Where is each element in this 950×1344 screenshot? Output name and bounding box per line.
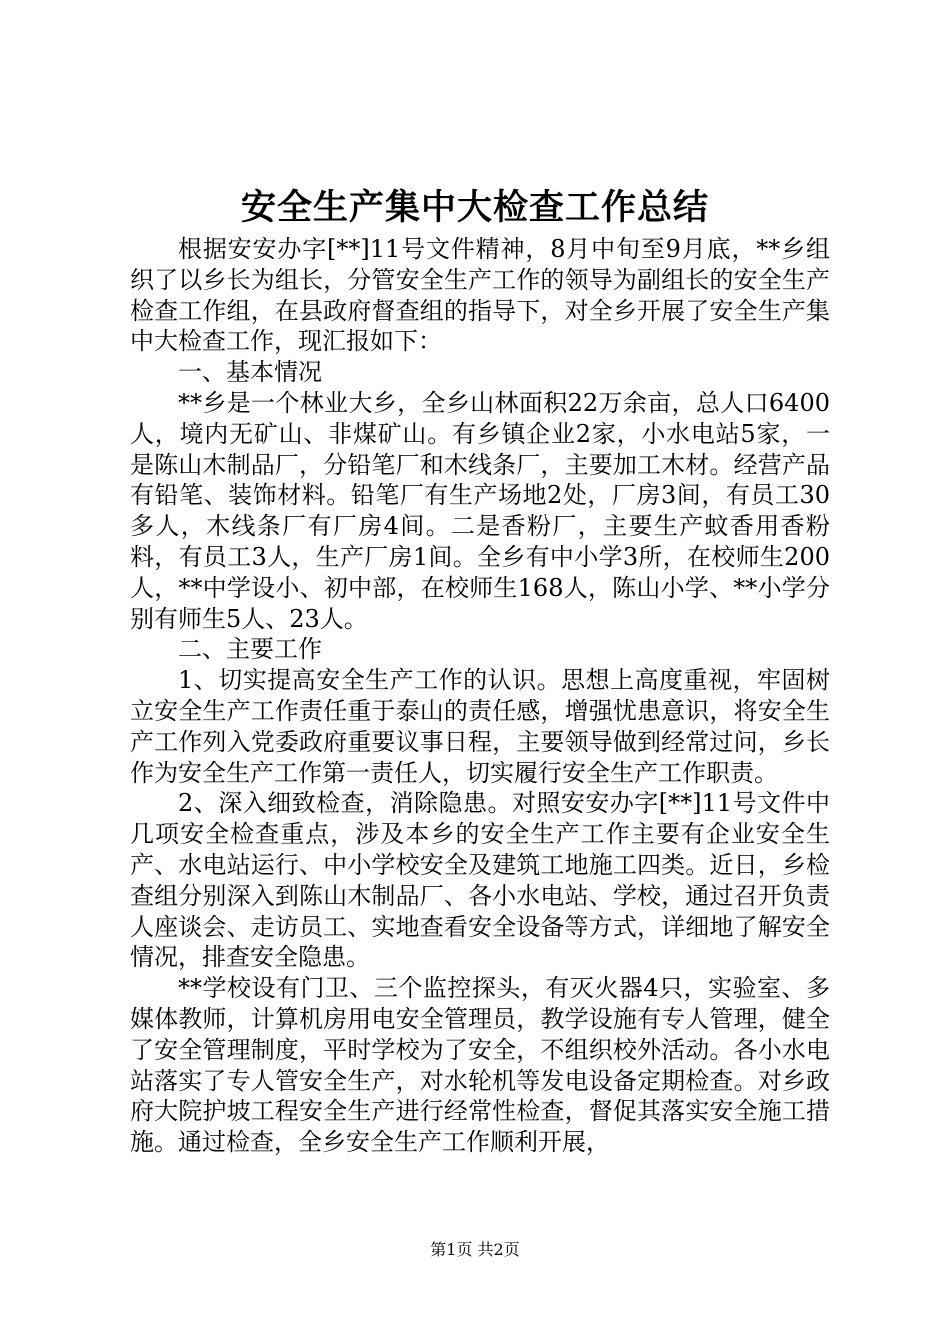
main-work-item-2: 2、深入细致检查，消除隐患。对照安安办字[**]11号文件中几项安全检查重点，涉及本乡的安全生产工作主要有企业安全生产、水电站运行、中小学校安全及建筑工地施工四类。近日，乡检查组分别深入到陈山木制品厂、各小水电站、学校，通过召开负责人座谈会、走访员工、实地查看安全设备等方式，详细地了解安全情况，排查安全隐患。 — [130, 789, 830, 972]
document-body — [130, 234, 830, 1158]
intro-paragraph: 根据安安办字[**]11号文件精神，8月中旬至9月底，**乡组织了以乡长为组长，分管安全生产工作的领导为副组长的安全生产检查工作组，在县政府督查组的指导下，对全乡开展了安全生产集中大检查工作，现汇报如下： — [130, 235, 830, 356]
page-footer: 第1页 共2页 — [430, 1240, 520, 1259]
section-heading-main-work: 二、主要工作 — [178, 635, 322, 664]
main-work-item-1: 1、切实提高安全生产工作的认识。思想上高度重视，牢固树立安全生产工作责任重于泰山的责任感，增强忧患意识，将安全生产工作列入党委政府重要议事日程，主要领导做到经常过问，乡长作为安全生产工作第一责任人，切实履行安全生产工作职责。 — [130, 666, 830, 787]
section-heading-basic-situation: 一、基本情况 — [178, 358, 322, 387]
school-inspection-paragraph: **学校设有门卫、三个监控探头，有灭火器4只，实验室、多媒体教师，计算机房用电安全管理员，教学设施有专人管理，健全了安全管理制度，平时学校为了安全，不组织校外活动。各小水电站落实了专人管安全生产，对水轮机等发电设备定期检查。对乡政府大院护坡工程安全生产进行经常性检查，督促其落实安全施工措施。通过检查，全乡安全生产工作顺利开展， — [130, 974, 830, 1157]
document-title: 安全生产集中大检查工作总结 — [240, 188, 709, 228]
basic-situation-paragraph: **乡是一个林业大乡，全乡山林面积22万余亩，总人口6400人，境内无矿山、非煤矿山。有乡镇企业2家，小水电站5家，一是陈山木制品厂，分铅笔厂和木线条厂，主要加工木材。经营产品有铅笔、装饰材料。铅笔厂有生产场地2处，厂房3间，有员工30多人，木线条厂有厂房4间。二是香粉厂，主要生产蚊香用香粉料，有员工3人，生产厂房1间。全乡有中小学3所，在校师生200人，**中学设小、初中部，在校师生168人，陈山小学、**小学分别有师生5人、23人。 — [130, 388, 830, 633]
